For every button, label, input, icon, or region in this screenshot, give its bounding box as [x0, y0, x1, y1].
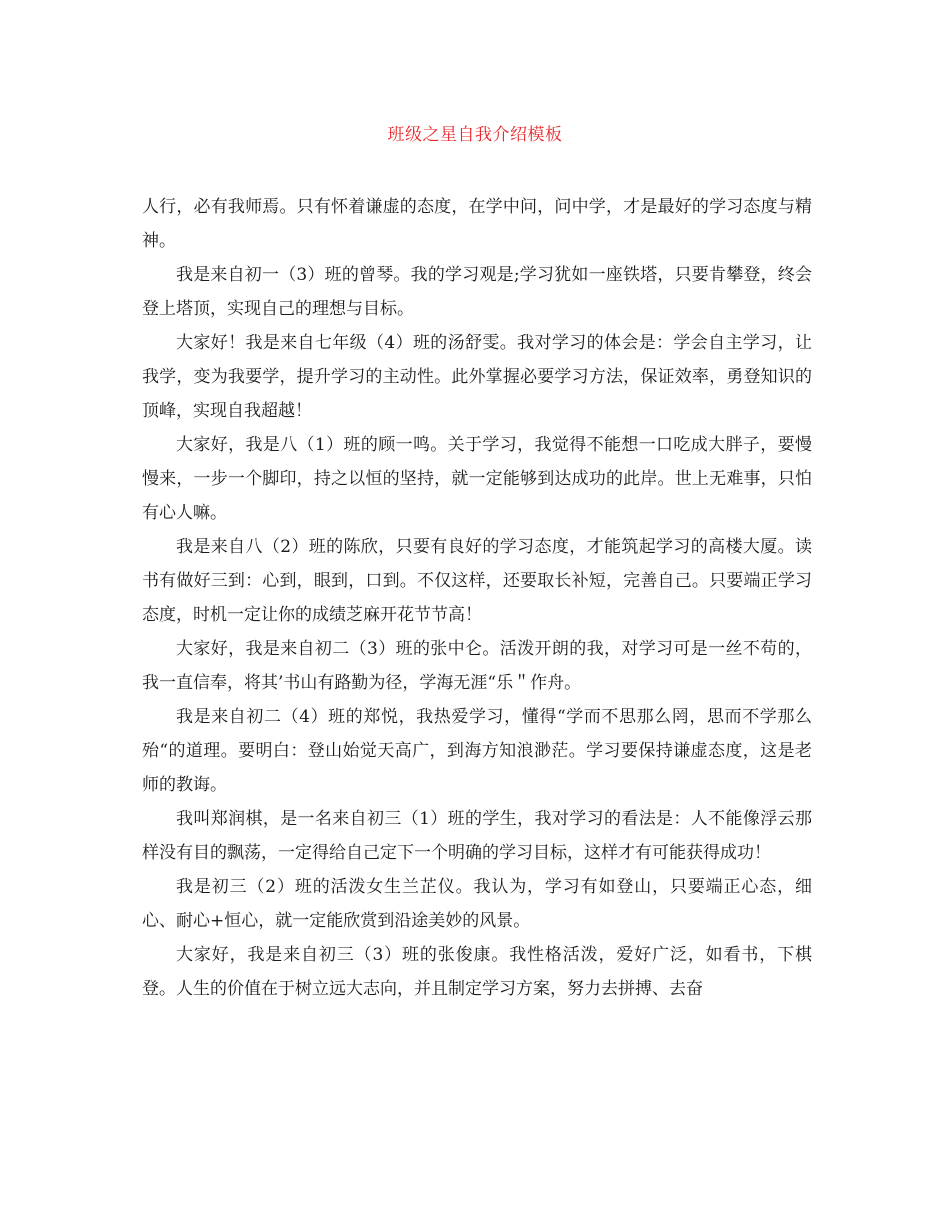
paragraph: 大家好！我是来自七年级（4）班的汤舒雯。我对学习的体会是：学会自主学习，让我学，变为我要学，提升学习的主动性。此外掌握必要学习方法，保证效率，勇登知识的顶峰，实现自我超越！: [142, 333, 812, 421]
paragraph: 我是来自初二（4）班的郑悦，我热爱学习，懂得“学而不思那么罔，思而不学那么殆“的道理。要明白：登山始觉天高广，到海方知浪渺茫。学习要保持谦虚态度，这是老师的教诲。: [142, 707, 812, 795]
paragraph: 我是来自八（2）班的陈欣，只要有良好的学习态度，才能筑起学习的高楼大厦。读书有做好三到：心到，眼到，口到。不仅这样，还要取长补短，完善自己。只要端正学习态度，时机一定让你的成绩芝麻开花节节高！: [142, 537, 812, 625]
document-title: 班级之星自我介绍模板: [387, 125, 563, 145]
paragraph: 我是来自初一（3）班的曾琴。我的学习观是;学习犹如一座铁塔，只要肯攀登，终会登上塔顶，实现自己的理想与目标。: [142, 265, 812, 319]
paragraph: 我是初三（2）班的活泼女生兰芷仪。我认为，学习有如登山，只要端正心态，细心、耐心+恒心，就一定能欣赏到沿途美妙的风景。: [142, 877, 812, 931]
paragraph: 人行，必有我师焉。只有怀着谦虚的态度，在学中问，问中学，才是最好的学习态度与精神。: [142, 197, 812, 251]
paragraph: 大家好，我是来自初三（3）班的张俊康。我性格活泼，爱好广泛，如看书，下棋登。人生的价值在于树立远大志向，并且制定学习方案，努力去拼搏、去奋: [142, 945, 812, 999]
paragraph: 我叫郑润棋，是一名来自初三（1）班的学生，我对学习的看法是：人不能像浮云那样没有目的飘荡，一定得给自己定下一个明确的学习目标，这样才有可能获得成功！: [142, 809, 812, 863]
paragraph: 大家好，我是八（1）班的顾一鸣。关于学习，我觉得不能想一口吃成大胖子，要慢慢来，一步一个脚印，持之以恒的坚持，就一定能够到达成功的此岸。世上无难事，只怕有心人嘛。: [142, 435, 812, 523]
document-body: [142, 190, 812, 1006]
paragraph: 大家好，我是来自初二（3）班的张中仑。活泼开朗的我，对学习可是一丝不苟的，我一直信奉，将其’书山有路勤为径，学海无涯“乐＂作舟。: [142, 639, 812, 693]
